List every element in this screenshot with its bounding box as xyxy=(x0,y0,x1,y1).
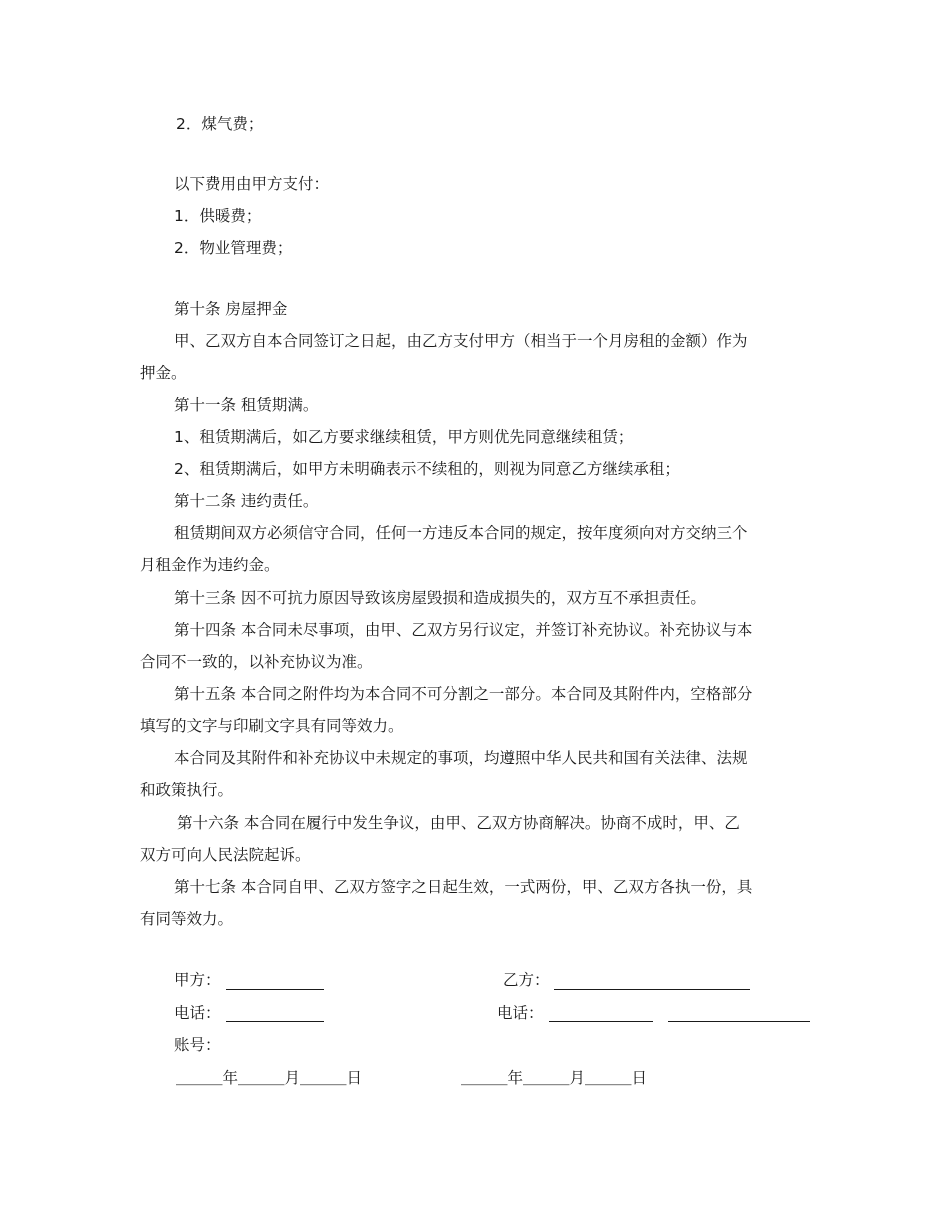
text-line: 和政策执行。 xyxy=(140,781,234,799)
party-b-label: 乙方： xyxy=(503,971,550,989)
text-line: 双方可向人民法院起诉。 xyxy=(140,846,311,864)
text-line: 甲、乙双方自本合同签订之日起，由乙方支付甲方（相当于一个月房租的金额）作为 xyxy=(174,332,748,350)
phone-a-blank[interactable] xyxy=(226,1021,324,1022)
text-line: 有同等效力。 xyxy=(140,910,234,928)
account-label: 账号： xyxy=(174,1036,221,1054)
phone-b-extra-blank[interactable] xyxy=(668,1021,810,1022)
text-line: 押金。 xyxy=(140,364,187,382)
party-a-label: 甲方： xyxy=(174,971,221,989)
party-a-blank[interactable] xyxy=(226,989,324,990)
text-line: 第十五条 本合同之附件均为本合同不可分割之一部分。本合同及其附件内，空格部分 xyxy=(174,685,753,703)
date-a: ＿＿＿年＿＿＿月＿＿＿日 xyxy=(176,1069,363,1087)
section-heading: 第十二条 违约责任。 xyxy=(174,492,319,510)
text-line: 第十六条 本合同在履行中发生争议，由甲、乙双方协商解决。协商不成时，甲、乙 xyxy=(177,814,740,832)
text-line: 1．供暖费； xyxy=(174,207,262,225)
text-line: 第十七条 本合同自甲、乙双方签字之日起生效，一式两份，甲、乙双方各执一份，具 xyxy=(174,878,753,896)
section-heading: 第十一条 租赁期满。 xyxy=(174,396,319,414)
text-line: 月租金作为违约金。 xyxy=(140,556,280,574)
section-heading: 第十条 房屋押金 xyxy=(174,300,288,318)
text-line: 2．煤气费； xyxy=(176,115,264,133)
phone-a-label: 电话： xyxy=(174,1004,221,1022)
text-line: 2、租赁期满后，如甲方未明确表示不续租的，则视为同意乙方继续承租； xyxy=(174,460,680,478)
phone-b-label: 电话： xyxy=(497,1004,544,1022)
text-line: 租赁期间双方必须信守合同，任何一方违反本合同的规定，按年度须向对方交纳三个 xyxy=(174,524,748,542)
phone-b-blank[interactable] xyxy=(549,1021,653,1022)
text-line: 1、租赁期满后，如乙方要求继续租赁，甲方则优先同意继续租赁； xyxy=(174,428,634,446)
text-line: 以下费用由甲方支付： xyxy=(174,175,330,193)
text-line: 本合同及其附件和补充协议中未规定的事项，均遵照中华人民共和国有关法律、法规 xyxy=(174,749,748,767)
text-line: 第十三条 因不可抗力原因导致该房屋毁损和造成损失的，双方互不承担责任。 xyxy=(174,589,706,607)
party-b-blank[interactable] xyxy=(554,989,750,990)
text-line: 填写的文字与印刷文字具有同等效力。 xyxy=(140,717,404,735)
text-line: 合同不一致的，以补充协议为准。 xyxy=(140,653,373,671)
text-line: 2．物业管理费； xyxy=(174,239,293,257)
text-line: 第十四条 本合同未尽事项，由甲、乙双方另行议定，并签订补充协议。补充协议与本 xyxy=(174,621,753,639)
date-b: ＿＿＿年＿＿＿月＿＿＿日 xyxy=(461,1069,648,1087)
